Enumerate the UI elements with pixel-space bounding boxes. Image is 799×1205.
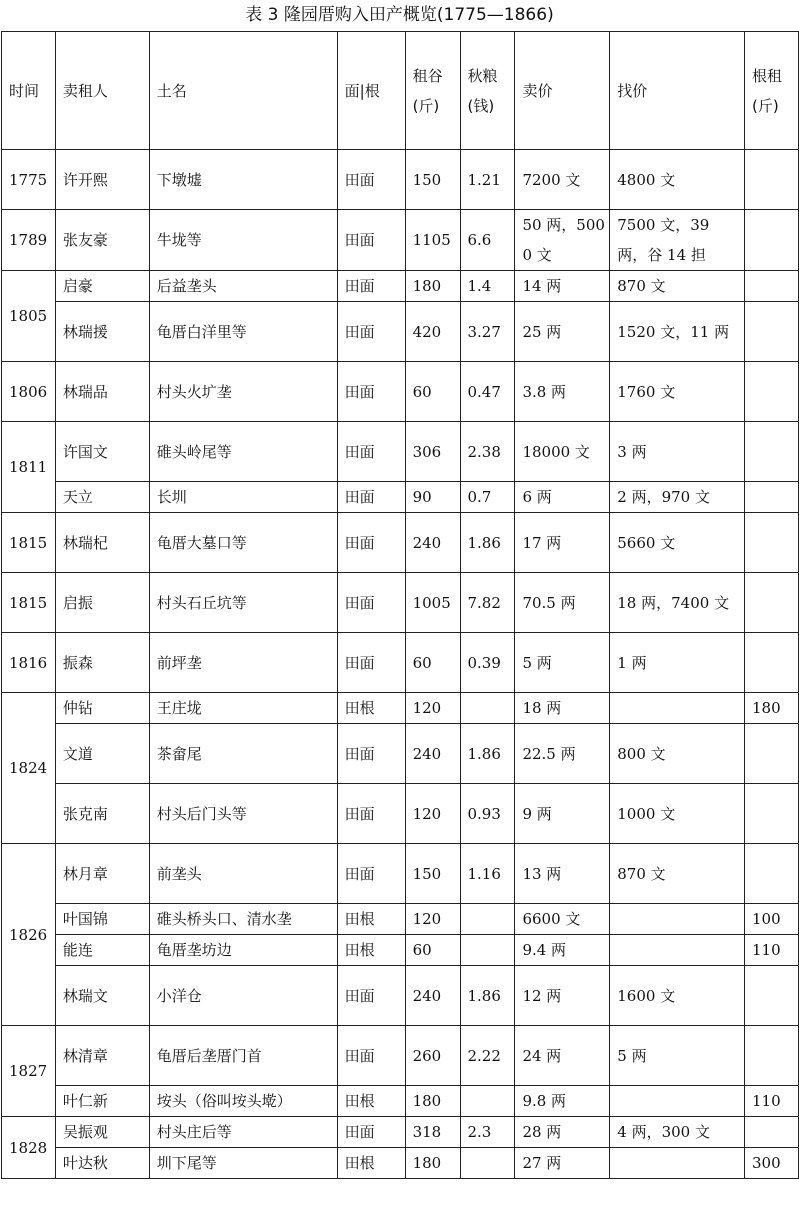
surface-root-cell: 田面 xyxy=(337,513,405,573)
table-row xyxy=(2,1117,799,1148)
rent-grain-cell: 60 xyxy=(405,633,460,693)
rent-grain-cell: 120 xyxy=(405,693,460,724)
surface-root-cell: 田根 xyxy=(337,693,405,724)
extra-price-cell: 7500 文，39 两，谷 14 担 xyxy=(610,210,745,271)
table-row xyxy=(2,844,799,904)
autumn-tax-cell: 1.21 xyxy=(460,150,515,210)
surface-root-cell: 田根 xyxy=(337,1086,405,1117)
table-row xyxy=(2,724,799,784)
header-row xyxy=(2,32,799,150)
rent-grain-cell: 420 xyxy=(405,302,460,362)
seller-cell: 林瑞品 xyxy=(55,362,149,422)
rent-grain-cell: 120 xyxy=(405,784,460,844)
sale-price-cell: 14 两 xyxy=(515,271,610,302)
table-row xyxy=(2,150,799,210)
root-rent-cell xyxy=(744,724,798,784)
year-cell: 1827 xyxy=(2,1026,56,1117)
rent-grain-cell: 150 xyxy=(405,844,460,904)
sale-price-cell: 9 两 xyxy=(515,784,610,844)
place-name-cell: 龟厝白洋里等 xyxy=(149,302,337,362)
sale-price-cell: 18 两 xyxy=(515,693,610,724)
seller-cell: 张友豪 xyxy=(55,210,149,271)
surface-root-cell: 田面 xyxy=(337,573,405,633)
root-rent-cell xyxy=(744,844,798,904)
rent-grain-cell: 60 xyxy=(405,935,460,966)
table-row xyxy=(2,513,799,573)
surface-root-cell: 田根 xyxy=(337,935,405,966)
seller-cell: 林清章 xyxy=(55,1026,149,1086)
root-rent-cell: 110 xyxy=(744,1086,798,1117)
sale-price-cell: 17 两 xyxy=(515,513,610,573)
surface-root-cell: 田面 xyxy=(337,844,405,904)
table-row xyxy=(2,271,799,302)
autumn-tax-cell: 1.86 xyxy=(460,966,515,1026)
table-row xyxy=(2,1026,799,1086)
root-rent-cell xyxy=(744,966,798,1026)
extra-price-cell xyxy=(610,904,745,935)
autumn-tax-cell: 0.39 xyxy=(460,633,515,693)
header-seller: 卖租人 xyxy=(55,32,149,150)
place-name-cell: 圳下尾等 xyxy=(149,1148,337,1179)
surface-root-cell: 田面 xyxy=(337,150,405,210)
seller-cell: 启豪 xyxy=(55,271,149,302)
seller-cell: 叶国锦 xyxy=(55,904,149,935)
autumn-tax-cell: 1.4 xyxy=(460,271,515,302)
extra-price-cell: 5 两 xyxy=(610,1026,745,1086)
root-rent-cell xyxy=(744,573,798,633)
root-rent-cell: 180 xyxy=(744,693,798,724)
seller-cell: 天立 xyxy=(55,482,149,513)
seller-cell: 振森 xyxy=(55,633,149,693)
extra-price-cell: 1520 文，11 两 xyxy=(610,302,745,362)
root-rent-cell xyxy=(744,362,798,422)
seller-cell: 许国文 xyxy=(55,422,149,482)
place-name-cell: 前坪垄 xyxy=(149,633,337,693)
table-row xyxy=(2,935,799,966)
table-body xyxy=(2,150,799,1179)
place-name-cell: 碓头桥头口、清水垄 xyxy=(149,904,337,935)
land-purchase-table xyxy=(1,31,799,1179)
place-name-cell: 村头后门头等 xyxy=(149,784,337,844)
year-cell: 1815 xyxy=(2,513,56,573)
rent-grain-cell: 180 xyxy=(405,1086,460,1117)
sale-price-cell: 70.5 两 xyxy=(515,573,610,633)
place-name-cell: 村头火圹垄 xyxy=(149,362,337,422)
year-cell: 1828 xyxy=(2,1117,56,1179)
root-rent-cell xyxy=(744,422,798,482)
sale-price-cell: 12 两 xyxy=(515,966,610,1026)
place-name-cell: 下墩墟 xyxy=(149,150,337,210)
surface-root-cell: 田面 xyxy=(337,1026,405,1086)
extra-price-cell: 870 文 xyxy=(610,271,745,302)
place-name-cell: 村头庄后等 xyxy=(149,1117,337,1148)
root-rent-cell: 110 xyxy=(744,935,798,966)
extra-price-cell: 870 文 xyxy=(610,844,745,904)
sale-price-cell: 28 两 xyxy=(515,1117,610,1148)
surface-root-cell: 田面 xyxy=(337,302,405,362)
surface-root-cell: 田面 xyxy=(337,362,405,422)
year-cell: 1824 xyxy=(2,693,56,844)
year-cell: 1816 xyxy=(2,633,56,693)
year-cell: 1815 xyxy=(2,573,56,633)
surface-root-cell: 田面 xyxy=(337,724,405,784)
table-row xyxy=(2,633,799,693)
root-rent-cell xyxy=(744,271,798,302)
surface-root-cell: 田根 xyxy=(337,1148,405,1179)
sale-price-cell: 9.8 两 xyxy=(515,1086,610,1117)
header-root-rent: 根租(斤) xyxy=(744,32,798,150)
header-rent-grain: 租谷(斤) xyxy=(405,32,460,150)
header-place-name: 土名 xyxy=(149,32,337,150)
seller-cell: 能连 xyxy=(55,935,149,966)
autumn-tax-cell: 1.86 xyxy=(460,724,515,784)
table-row xyxy=(2,693,799,724)
autumn-tax-cell: 2.3 xyxy=(460,1117,515,1148)
autumn-tax-cell: 7.82 xyxy=(460,573,515,633)
extra-price-cell: 4 两，300 文 xyxy=(610,1117,745,1148)
surface-root-cell: 田面 xyxy=(337,422,405,482)
table-row xyxy=(2,1086,799,1117)
extra-price-cell: 2 两，970 文 xyxy=(610,482,745,513)
place-name-cell: 村头石丘坑等 xyxy=(149,573,337,633)
place-name-cell: 龟厝大墓口等 xyxy=(149,513,337,573)
extra-price-cell: 800 文 xyxy=(610,724,745,784)
place-name-cell: 龟厝垄坊边 xyxy=(149,935,337,966)
table-row xyxy=(2,784,799,844)
sale-price-cell: 7200 文 xyxy=(515,150,610,210)
autumn-tax-cell: 2.22 xyxy=(460,1026,515,1086)
place-name-cell: 茶畲尾 xyxy=(149,724,337,784)
surface-root-cell: 田面 xyxy=(337,784,405,844)
extra-price-cell: 3 两 xyxy=(610,422,745,482)
root-rent-cell xyxy=(744,633,798,693)
extra-price-cell xyxy=(610,1086,745,1117)
surface-root-cell: 田根 xyxy=(337,904,405,935)
sale-price-cell: 3.8 两 xyxy=(515,362,610,422)
seller-cell: 启振 xyxy=(55,573,149,633)
seller-cell: 林月章 xyxy=(55,844,149,904)
autumn-tax-cell xyxy=(460,1148,515,1179)
rent-grain-cell: 1105 xyxy=(405,210,460,271)
sale-price-cell: 6600 文 xyxy=(515,904,610,935)
rent-grain-cell: 150 xyxy=(405,150,460,210)
autumn-tax-cell: 0.7 xyxy=(460,482,515,513)
year-cell: 1826 xyxy=(2,844,56,1026)
extra-price-cell: 1760 文 xyxy=(610,362,745,422)
table-row xyxy=(2,573,799,633)
rent-grain-cell: 60 xyxy=(405,362,460,422)
place-name-cell: 后益垄头 xyxy=(149,271,337,302)
autumn-tax-cell: 0.93 xyxy=(460,784,515,844)
surface-root-cell: 田面 xyxy=(337,633,405,693)
sale-price-cell: 5 两 xyxy=(515,633,610,693)
year-cell: 1805 xyxy=(2,271,56,362)
header-extra-price: 找价 xyxy=(610,32,745,150)
place-name-cell: 长圳 xyxy=(149,482,337,513)
root-rent-cell xyxy=(744,482,798,513)
root-rent-cell xyxy=(744,210,798,271)
header-autumn-tax: 秋粮(钱) xyxy=(460,32,515,150)
extra-price-cell: 4800 文 xyxy=(610,150,745,210)
seller-cell: 张克南 xyxy=(55,784,149,844)
year-cell: 1806 xyxy=(2,362,56,422)
sale-price-cell: 18000 文 xyxy=(515,422,610,482)
place-name-cell: 牛垅等 xyxy=(149,210,337,271)
place-name-cell: 前垄头 xyxy=(149,844,337,904)
extra-price-cell: 1600 文 xyxy=(610,966,745,1026)
root-rent-cell: 100 xyxy=(744,904,798,935)
table-row xyxy=(2,210,799,271)
root-rent-cell xyxy=(744,150,798,210)
rent-grain-cell: 260 xyxy=(405,1026,460,1086)
table-row xyxy=(2,1148,799,1179)
sale-price-cell: 25 两 xyxy=(515,302,610,362)
rent-grain-cell: 180 xyxy=(405,271,460,302)
sale-price-cell: 22.5 两 xyxy=(515,724,610,784)
autumn-tax-cell: 1.86 xyxy=(460,513,515,573)
place-name-cell: 王庄垅 xyxy=(149,693,337,724)
autumn-tax-cell: 6.6 xyxy=(460,210,515,271)
autumn-tax-cell xyxy=(460,935,515,966)
autumn-tax-cell xyxy=(460,693,515,724)
seller-cell: 许开熙 xyxy=(55,150,149,210)
autumn-tax-cell: 2.38 xyxy=(460,422,515,482)
sale-price-cell: 27 两 xyxy=(515,1148,610,1179)
table-row xyxy=(2,482,799,513)
root-rent-cell xyxy=(744,1117,798,1148)
autumn-tax-cell xyxy=(460,904,515,935)
seller-cell: 文道 xyxy=(55,724,149,784)
sale-price-cell: 9.4 两 xyxy=(515,935,610,966)
sale-price-cell: 6 两 xyxy=(515,482,610,513)
year-cell: 1789 xyxy=(2,210,56,271)
rent-grain-cell: 180 xyxy=(405,1148,460,1179)
table-row xyxy=(2,966,799,1026)
seller-cell: 叶仁新 xyxy=(55,1086,149,1117)
header-time: 时间 xyxy=(2,32,56,150)
rent-grain-cell: 318 xyxy=(405,1117,460,1148)
header-surface-root: 面|根 xyxy=(337,32,405,150)
autumn-tax-cell: 0.47 xyxy=(460,362,515,422)
table-row xyxy=(2,422,799,482)
rent-grain-cell: 306 xyxy=(405,422,460,482)
seller-cell: 吴振观 xyxy=(55,1117,149,1148)
rent-grain-cell: 1005 xyxy=(405,573,460,633)
autumn-tax-cell xyxy=(460,1086,515,1117)
year-cell: 1811 xyxy=(2,422,56,513)
sale-price-cell: 13 两 xyxy=(515,844,610,904)
root-rent-cell xyxy=(744,1026,798,1086)
seller-cell: 叶达秋 xyxy=(55,1148,149,1179)
surface-root-cell: 田面 xyxy=(337,1117,405,1148)
place-name-cell: 碓头岭尾等 xyxy=(149,422,337,482)
header-sale-price: 卖价 xyxy=(515,32,610,150)
rent-grain-cell: 240 xyxy=(405,724,460,784)
place-name-cell: 小洋仓 xyxy=(149,966,337,1026)
surface-root-cell: 田面 xyxy=(337,210,405,271)
extra-price-cell: 1 两 xyxy=(610,633,745,693)
year-cell: 1775 xyxy=(2,150,56,210)
seller-cell: 仲钻 xyxy=(55,693,149,724)
place-name-cell: 龟厝后垄厝门首 xyxy=(149,1026,337,1086)
root-rent-cell xyxy=(744,784,798,844)
sale-price-cell: 50 两，5000 文 xyxy=(515,210,610,271)
extra-price-cell xyxy=(610,935,745,966)
root-rent-cell: 300 xyxy=(744,1148,798,1179)
rent-grain-cell: 120 xyxy=(405,904,460,935)
rent-grain-cell: 90 xyxy=(405,482,460,513)
extra-price-cell xyxy=(610,693,745,724)
surface-root-cell: 田面 xyxy=(337,482,405,513)
table-row xyxy=(2,302,799,362)
rent-grain-cell: 240 xyxy=(405,513,460,573)
autumn-tax-cell: 1.16 xyxy=(460,844,515,904)
autumn-tax-cell: 3.27 xyxy=(460,302,515,362)
root-rent-cell xyxy=(744,302,798,362)
table-row xyxy=(2,904,799,935)
seller-cell: 林瑞杞 xyxy=(55,513,149,573)
sale-price-cell: 24 两 xyxy=(515,1026,610,1086)
seller-cell: 林瑞文 xyxy=(55,966,149,1026)
extra-price-cell: 18 两，7400 文 xyxy=(610,573,745,633)
extra-price-cell: 1000 文 xyxy=(610,784,745,844)
seller-cell: 林瑞援 xyxy=(55,302,149,362)
table-row xyxy=(2,362,799,422)
rent-grain-cell: 240 xyxy=(405,966,460,1026)
place-name-cell: 垵头（俗叫垵头墘） xyxy=(149,1086,337,1117)
extra-price-cell xyxy=(610,1148,745,1179)
root-rent-cell xyxy=(744,513,798,573)
extra-price-cell: 5660 文 xyxy=(610,513,745,573)
table-title: 表 3 隆园厝购入田产概览(1775—1866) xyxy=(245,5,554,25)
surface-root-cell: 田面 xyxy=(337,966,405,1026)
surface-root-cell: 田面 xyxy=(337,271,405,302)
